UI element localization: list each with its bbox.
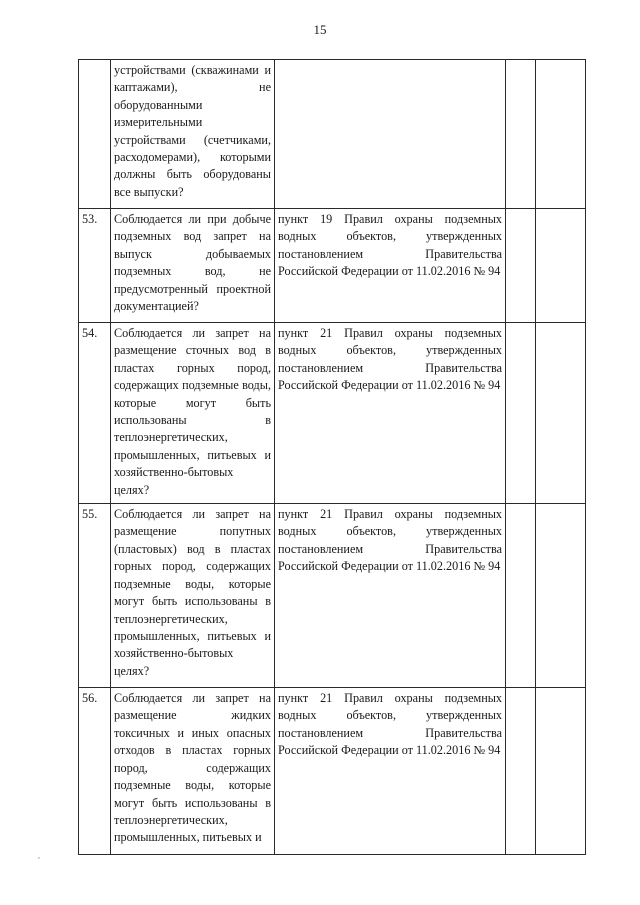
question-cell: Соблюдается ли запрет на размещение попутных (пластовых) вод в пластах горных пород, содержащих подземные воды, которые могут быть использованы в теплоэнергетических, промышленных, питьевых и хозяйственно-бытовых целях? bbox=[111, 504, 275, 688]
page-number: 15 bbox=[313, 22, 327, 37]
table-row bbox=[79, 688, 586, 855]
answer-cell bbox=[506, 60, 536, 209]
answer-cell bbox=[506, 323, 536, 504]
note-cell bbox=[536, 323, 586, 504]
legal-reference-cell: пункт 19 Правил охраны подземных водных объектов, утвержденных постановлением Правительства Российской Федерации от 11.02.2016 № 94 bbox=[275, 209, 506, 323]
table-row bbox=[79, 504, 586, 688]
question-cell: Соблюдается ли запрет на размещение жидких токсичных и иных опасных отходов в пластах горных пород, содержащих подземные воды, которые могут быть использованы в теплоэнергетических, промышленных, питьевых и bbox=[111, 688, 275, 855]
legal-reference-cell bbox=[275, 60, 506, 209]
table-row bbox=[79, 60, 586, 209]
question-cell: Соблюдается ли запрет на размещение сточных вод в пластах горных пород, содержащих подземные воды, которые могут быть использованы в теплоэнергетических, промышленных, питьевых и хозяйственно-бытовых целях? bbox=[111, 323, 275, 504]
table-row bbox=[79, 209, 586, 323]
legal-reference-cell: пункт 21 Правил охраны подземных водных объектов, утвержденных постановлением Правительства Российской Федерации от 11.02.2016 № 94 bbox=[275, 688, 506, 855]
row-number-cell: 53. bbox=[79, 209, 111, 323]
question-cell: устройствами (скважинами и каптажами), не оборудованными измерительными устройствами (счетчиками, расходомерами), которыми должны быть оборудованы все выпуски? bbox=[111, 60, 275, 209]
row-number-cell: 55. bbox=[79, 504, 111, 688]
row-number-cell: 56. bbox=[79, 688, 111, 855]
table-row bbox=[79, 323, 586, 504]
checklist-table bbox=[78, 59, 586, 855]
answer-cell bbox=[506, 209, 536, 323]
note-cell bbox=[536, 60, 586, 209]
legal-reference-cell: пункт 21 Правил охраны подземных водных объектов, утвержденных постановлением Правительства Российской Федерации от 11.02.2016 № 94 bbox=[275, 323, 506, 504]
answer-cell bbox=[506, 688, 536, 855]
answer-cell bbox=[506, 504, 536, 688]
question-cell: Соблюдается ли при добыче подземных вод запрет на выпуск добываемых подземных вод, не предусмотренный проектной документацией? bbox=[111, 209, 275, 323]
note-cell bbox=[536, 209, 586, 323]
note-cell bbox=[536, 688, 586, 855]
note-cell bbox=[536, 504, 586, 688]
row-number-cell: 54. bbox=[79, 323, 111, 504]
scan-artifact: , bbox=[38, 851, 40, 860]
legal-reference-cell: пункт 21 Правил охраны подземных водных объектов, утвержденных постановлением Правительства Российской Федерации от 11.02.2016 № 94 bbox=[275, 504, 506, 688]
row-number-cell bbox=[79, 60, 111, 209]
